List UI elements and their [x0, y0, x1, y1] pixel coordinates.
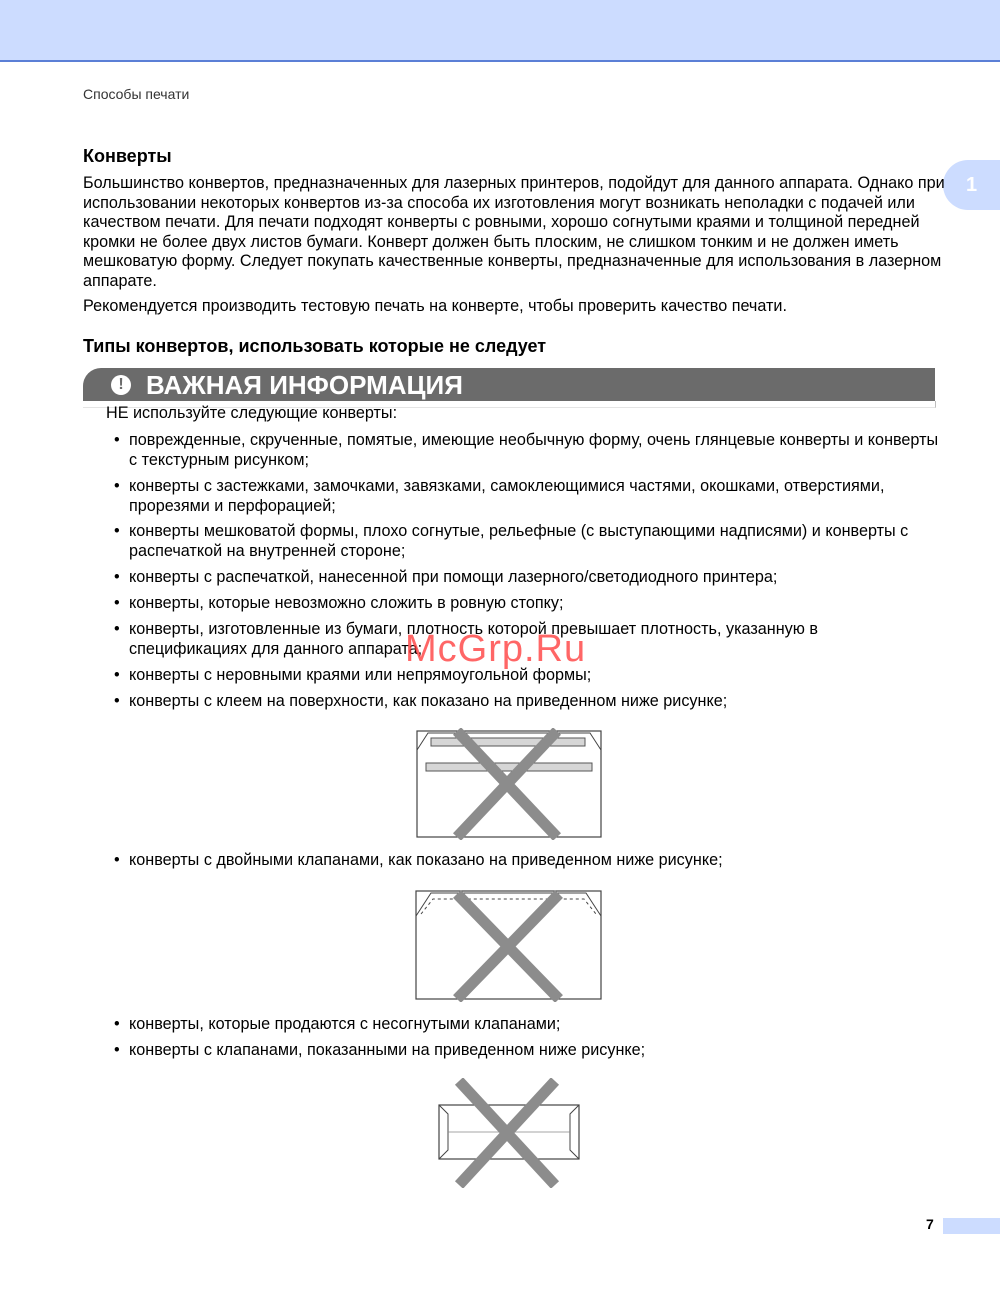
- section-title-envelopes: Конверты: [83, 146, 172, 166]
- glued-envelope-figure: [414, 728, 604, 840]
- bullet-item: • конверты с распечаткой, нанесенной при помощи лазерного/светодиодного принтера;: [129, 568, 939, 588]
- breadcrumb: Способы печати: [83, 86, 190, 102]
- top-header-band: [0, 0, 1000, 62]
- bullet-item: • поврежденные, скрученные, помятые, имеющие необычную форму, очень глянцевые конверты и конверты с текстурным рисунком;: [129, 431, 939, 470]
- warning-icon: !: [111, 375, 131, 395]
- bullet-item: • конверты с клапанами, показанными на приведенном ниже рисунке;: [129, 1041, 939, 1061]
- bullet-item: • конверты, которые невозможно сложить в ровную стопку;: [129, 594, 939, 614]
- section-title-envelope-types: Типы конвертов, использовать которые не следует: [83, 336, 547, 356]
- envelopes-paragraph: Большинство конвертов, предназначенных для лазерных принтеров, подойдут для данного аппарата. Однако при использовании некоторых конвертов из-за способа их изготовления могут возникать неполадки с подачей или качеством печати. Для печати подходят конверты с ровными, хорошо согнутыми краями и толщиной передней кромки не более двух листов бумаги. Конверт должен быть плоским, не слишком тонким и не должен иметь мешковатую форму. Следует покупать качественные конверты, предназначенные для использования в лазерном аппарате.: [83, 174, 945, 290]
- bullet-item: • конверты мешковатой формы, плохо согнутые, рельефные (с выступающими надписями) и конверты с распечаткой на внутренней стороне;: [129, 522, 939, 561]
- bullet-item: • конверты, которые продаются с несогнутыми клапанами;: [129, 1015, 939, 1035]
- chapter-tab[interactable]: 1: [943, 160, 1000, 210]
- bullet-item: • конверты с клеем на поверхности, как показано на приведенном ниже рисунке;: [129, 692, 939, 712]
- bullet-item: • конверты, изготовленные из бумаги, плотность которой превышает плотность, указанную в спецификациях для данного аппарата;: [129, 620, 939, 659]
- page-tab: [943, 1218, 1000, 1234]
- notice-title: ВАЖНАЯ ИНФОРМАЦИЯ: [146, 370, 463, 400]
- notice-intro: НЕ используйте следующие конверты:: [106, 404, 398, 422]
- bullet-item: • конверты с двойными клапанами, как показано на приведенном ниже рисунке;: [129, 851, 939, 871]
- page-number: 7: [926, 1216, 934, 1232]
- double-flap-envelope-figure: [413, 888, 604, 1002]
- recommendation-paragraph: Рекомендуется производить тестовую печать на конверте, чтобы проверить качество печати.: [83, 297, 787, 315]
- side-flap-envelope-figure: [436, 1078, 582, 1188]
- bullet-item: • конверты с неровными краями или непрямоугольной формы;: [129, 666, 939, 686]
- watermark-text: McGrp.Ru: [405, 628, 587, 670]
- bullet-item: • конверты с застежками, замочками, завязками, самоклеющимися частями, окошками, отверстиями, прорезями и перфорацией;: [129, 477, 939, 516]
